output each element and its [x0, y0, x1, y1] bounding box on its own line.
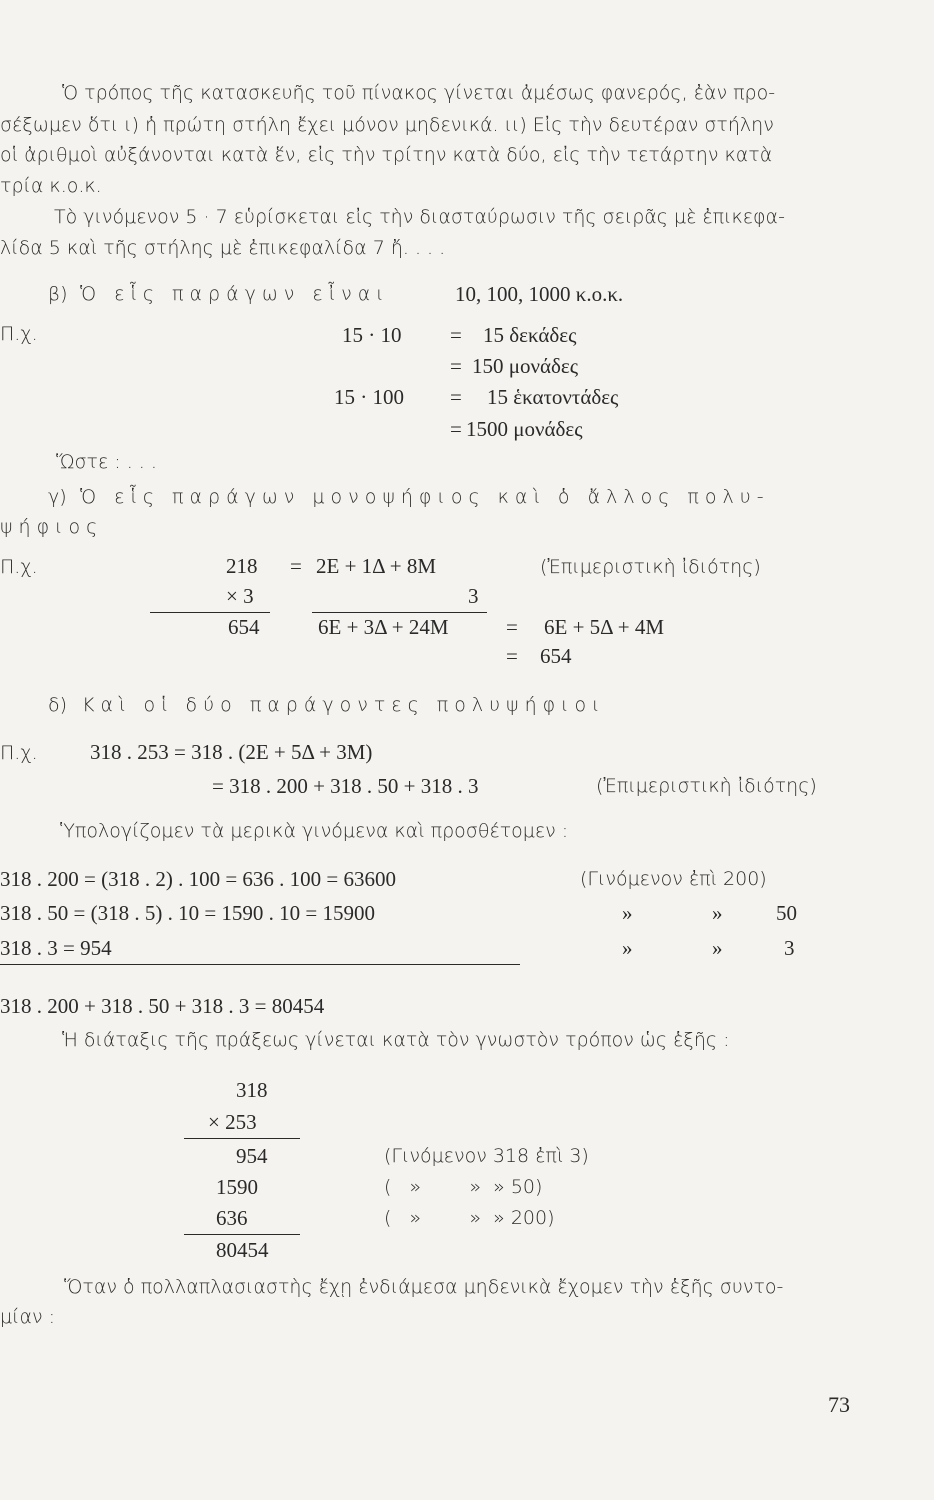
text-line: Ἡ διάταξις τῆς πράξεως γίνεται κατὰ τὸν γνωστὸν τρόπον ὡς ἑξῆς :: [62, 1029, 730, 1051]
formula: 3: [468, 584, 479, 608]
section-label: γ): [48, 486, 67, 508]
formula: 318 . 3 = 954: [0, 936, 112, 960]
annotation: ( » » » 200): [384, 1207, 555, 1229]
ditto-mark: »: [622, 936, 633, 960]
ditto-mark: »: [712, 936, 723, 960]
ditto-mark: »: [712, 901, 723, 925]
formula: 80454: [216, 1238, 269, 1262]
formula: 218: [226, 554, 258, 578]
formula: =: [450, 323, 462, 347]
example-label: Π.χ.: [0, 556, 38, 578]
annotation: (Ἐπιμεριστικὴ ἰδιότης): [596, 775, 817, 797]
page-number: 73: [828, 1392, 850, 1417]
text-line: Ὑπολογίζομεν τὰ μερικὰ γινόμενα καὶ προσθέτομεν :: [60, 820, 569, 842]
text-line: Τὸ γινόμενον 5 · 7 εὑρίσκεται εἰς τὴν διασταύρωσιν τῆς σειρᾶς μὲ ἐπικεφα-: [54, 206, 785, 228]
text-line: οἱ ἀριθμοὶ αὐξάνονται κατὰ ἕν, εἰς τὴν τρίτην κατὰ δύο, εἰς τὴν τετάρτην κατὰ: [0, 144, 773, 166]
text-line: σέξωμεν ὅτι ι) ἡ πρώτη στήλη ἔχει μόνον μηδενικά. ιι) Εἰς τὴν δευτέραν στήλην: [0, 114, 774, 136]
divider: [184, 1234, 300, 1235]
text-line: Ὁ τρόπος τῆς κατασκευῆς τοῦ πίνακος γίνεται ἀμέσως φανερός, ἐὰν προ-: [62, 82, 776, 104]
text-line: τρία κ.ο.κ.: [0, 175, 102, 197]
divider: [312, 612, 487, 613]
divider: [0, 964, 520, 965]
formula: × 3: [226, 584, 254, 608]
divider: [184, 1138, 300, 1139]
formula: 654: [540, 644, 572, 668]
formula: 1500 μονάδες: [466, 417, 583, 441]
section-title: Ὁ εἷς παράγων μονοψήφιος καὶ ὁ ἄλλος πολυ-: [80, 486, 770, 508]
formula: =: [450, 385, 462, 409]
section-title: Ὁ εἷς παράγων εἶναι: [80, 283, 390, 305]
formula: 6Ε + 3Δ + 24Μ: [318, 615, 449, 639]
text-line: Ὅταν ὁ πολλαπλασιαστὴς ἔχῃ ἐνδιάμεσα μηδενικὰ ἔχομεν τὴν ἑξῆς συντο-: [64, 1276, 784, 1298]
formula: = 318 . 200 + 318 . 50 + 318 . 3: [212, 774, 479, 798]
annotation: (Γινόμενον ἐπὶ 200): [580, 868, 767, 890]
formula: =: [506, 644, 518, 668]
section-title: Καὶ οἱ δύο παράγοντες πολυψήφιοι: [82, 694, 606, 716]
section-label: δ): [48, 694, 68, 716]
formula: 318 . 253 = 318 . (2Ε + 5Δ + 3Μ): [90, 740, 373, 764]
formula: 636: [216, 1206, 248, 1230]
formula: =: [450, 354, 462, 378]
formula: 15 · 10: [342, 323, 402, 347]
divider: [150, 612, 270, 613]
formula: 318 . 50 = (318 . 5) . 10 = 1590 . 10 = 15900: [0, 901, 376, 925]
annotation: (Ἐπιμεριστικὴ ἰδιότης): [540, 556, 761, 578]
formula: 50: [776, 901, 797, 925]
formula: 654: [228, 615, 260, 639]
formula: 954: [236, 1144, 268, 1168]
formula: 1590: [216, 1175, 258, 1199]
text-line: μίαν :: [0, 1306, 56, 1328]
formula: 15 · 100: [334, 385, 404, 409]
section-title: ψήφιος: [0, 516, 104, 538]
formula: 318: [236, 1078, 268, 1102]
formula: × 253: [208, 1110, 257, 1134]
formula: 318 . 200 = (318 . 2) . 100 = 636 . 100 = 63600: [0, 867, 397, 891]
formula: =: [450, 417, 462, 441]
formula: 6Ε + 5Δ + 4Μ: [544, 615, 665, 639]
formula: 150 μονάδες: [472, 354, 579, 378]
formula: 318 . 200 + 318 . 50 + 318 . 3 = 80454: [0, 994, 325, 1018]
formula: =: [506, 615, 518, 639]
ditto-mark: »: [622, 901, 633, 925]
example-label: Π.χ.: [0, 323, 38, 345]
text-line: Ὥστε : . . .: [56, 451, 157, 473]
formula: 15 δεκάδες: [483, 323, 577, 347]
text-line: λίδα 5 καὶ τῆς στήλης μὲ ἐπικεφαλίδα 7 ἤ. . . .: [0, 237, 446, 259]
section-label: β): [48, 283, 68, 305]
formula: 2Ε + 1Δ + 8Μ: [316, 554, 437, 578]
formula: =: [290, 554, 302, 578]
annotation: ( » » » 50): [384, 1176, 543, 1198]
formula: 3: [784, 936, 795, 960]
annotation: (Γινόμενον 318 ἐπὶ 3): [384, 1145, 589, 1167]
text-line: 10, 100, 1000 κ.ο.κ.: [455, 282, 624, 306]
formula: 15 ἑκατοντάδες: [487, 385, 619, 409]
example-label: Π.χ.: [0, 742, 38, 764]
